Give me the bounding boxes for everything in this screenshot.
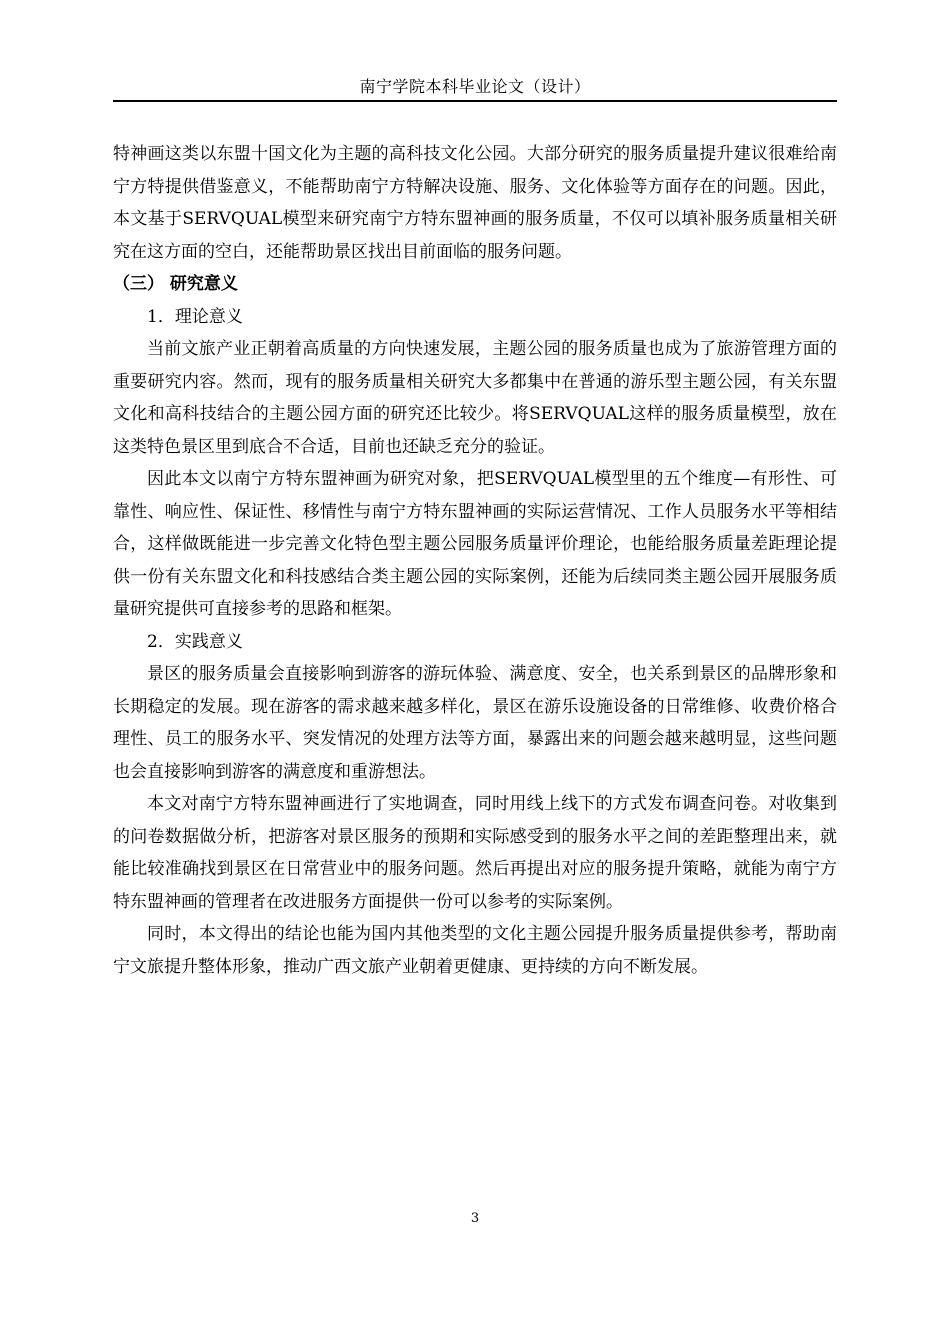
subsection-heading-theory: 1．理论意义	[147, 306, 243, 327]
paragraph-continuation: 特神画这类以东盟十国文化为主题的高科技文化公园。大部分研究的服务质量提升建议很难给南宁方特提供借鉴意义，不能帮助南宁方特解决设施、服务、文化体验等方面存在的问题。因此，本文基于SERVQUAL模型来研究南宁方特东盟神画的服务质量，不仅可以填补服务质量相关研究在这方面的空白，还能帮助景区找出目前面临的服务问题。	[113, 144, 837, 262]
section-heading: （三） 研究意义	[113, 274, 238, 294]
subsection-heading-practice: 2．实践意义	[147, 631, 243, 652]
header-divider	[113, 100, 837, 102]
paragraph: 因此本文以南宁方特东盟神画为研究对象，把SERVQUAL模型里的五个维度—有形性、可靠性、响应性、保证性、移情性与南宁方特东盟神画的实际运营情况、工作人员服务水平等相结合，这样做既能进一步完善文化特色型主题公园服务质量评价理论，也能给服务质量差距理论提供一份有关东盟文化和科技感结合类主题公园的实际案例，还能为后续同类主题公园开展服务质量研究提供可直接参考的思路和框架。	[113, 469, 837, 619]
page-number: 3	[470, 1211, 480, 1226]
paragraph: 本文对南宁方特东盟神画进行了实地调查，同时用线上线下的方式发布调查问卷。对收集到的问卷数据做分析，把游客对景区服务的预期和实际感受到的服务水平之间的差距整理出来，就能比较准确找到景区在日常营业中的服务问题。然后再提出对应的服务提升策略，就能为南宁方特东盟神画的管理者在改进服务方面提供一份可以参考的实际案例。	[113, 794, 837, 912]
paragraph: 景区的服务质量会直接影响到游客的游玩体验、满意度、安全，也关系到景区的品牌形象和长期稳定的发展。现在游客的需求越来越多样化，景区在游乐设施设备的日常维修、收费价格合理性、员工的服务水平、突发情况的处理方法等方面，暴露出来的问题会越来越明显，这些问题也会直接影响到游客的满意度和重游想法。	[113, 664, 837, 782]
running-header: 南宁学院本科毕业论文（设计）	[359, 77, 591, 96]
paragraph: 当前文旅产业正朝着高质量的方向快速发展，主题公园的服务质量也成为了旅游管理方面的重要研究内容。然而，现有的服务质量相关研究大多都集中在普通的游乐型主题公园，有关东盟文化和高科技结合的主题公园方面的研究还比较少。将SERVQUAL这样的服务质量模型，放在这类特色景区里到底合不合适，目前也还缺乏充分的验证。	[113, 339, 837, 457]
body-content	[113, 138, 837, 983]
paragraph: 同时，本文得出的结论也能为国内其他类型的文化主题公园提升服务质量提供参考，帮助南宁文旅提升整体形象，推动广西文旅产业朝着更健康、更持续的方向不断发展。	[113, 924, 837, 977]
